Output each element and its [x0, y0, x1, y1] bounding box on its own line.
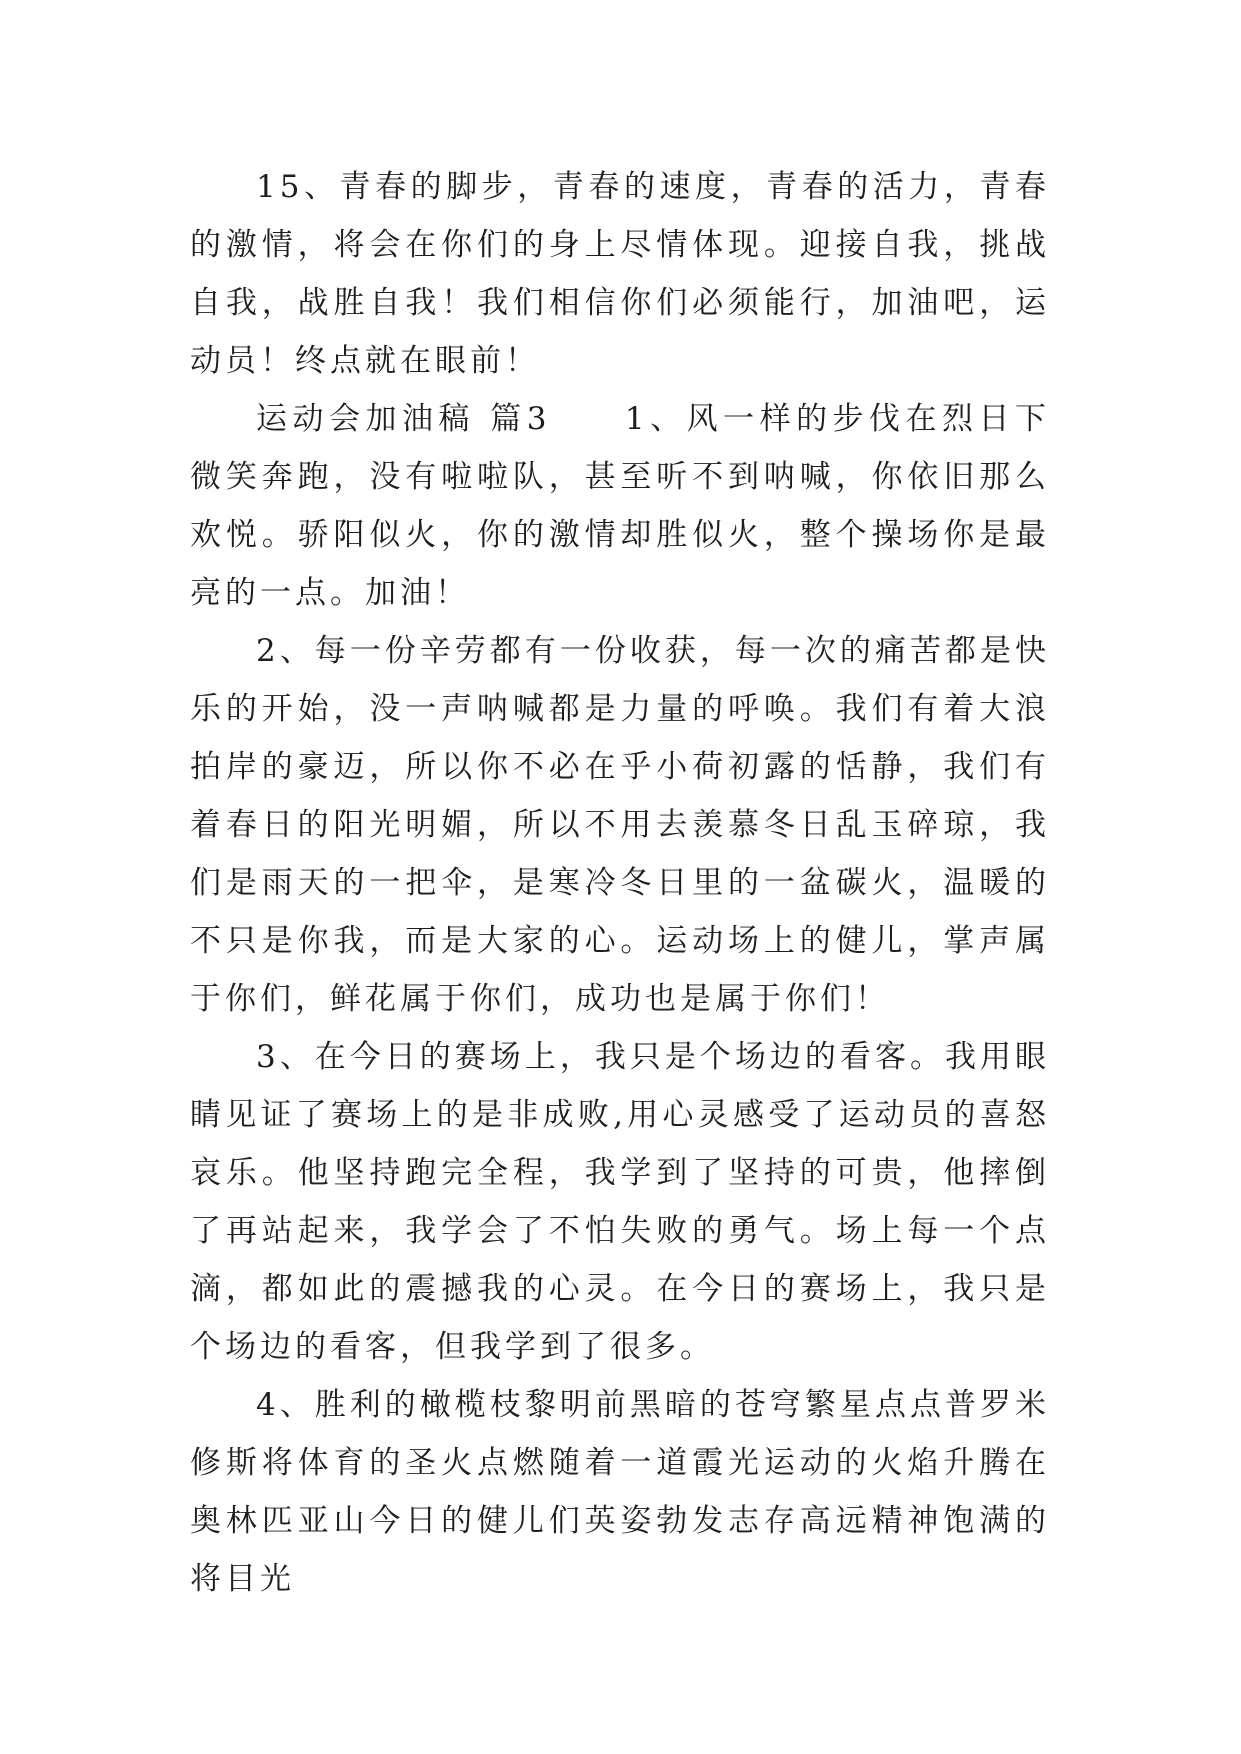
- document-body: [190, 158, 1050, 1608]
- paragraph-15: 15、青春的脚步，青春的速度，青春的活力，青春的激情，将会在你们的身上尽情体现。迎接自我，挑战自我，战胜自我！我们相信你们必须能行，加油吧，运动员！终点就在眼前！: [190, 169, 1050, 379]
- paragraph-item-4: 4、胜利的橄榄枝黎明前黑暗的苍穹繁星点点普罗米修斯将体育的圣火点燃随着一道霞光运动的火焰升腾在奥林匹亚山今日的健儿们英姿勃发志存高远精神饱满的将目光: [190, 1387, 1050, 1597]
- paragraph-section-3-item-1: 运动会加油稿 篇3 1、风一样的步伐在烈日下微笑奔跑，没有啦啦队，甚至听不到呐喊，你依旧那么欢悦。骄阳似火，你的激情却胜似火，整个操场你是最亮的一点。加油！: [190, 401, 1050, 611]
- paragraph-item-3: 3、在今日的赛场上，我只是个场边的看客。我用眼睛见证了赛场上的是非成败,用心灵感受了运动员的喜怒哀乐。他坚持跑完全程，我学到了坚持的可贵，他摔倒了再站起来，我学会了不怕失败的勇气。场上每一个点滴，都如此的震撼我的心灵。在今日的赛场上，我只是个场边的看客，但我学到了很多。: [190, 1039, 1050, 1365]
- paragraph-item-2: 2、每一份辛劳都有一份收获，每一次的痛苦都是快乐的开始，没一声呐喊都是力量的呼唤。我们有着大浪拍岸的豪迈，所以你不必在乎小荷初露的恬静，我们有着春日的阳光明媚，所以不用去羡慕冬日乱玉碎琼，我们是雨天的一把伞，是寒冷冬日里的一盆碳火，温暖的不只是你我，而是大家的心。运动场上的健儿，掌声属于你们，鲜花属于你们，成功也是属于你们！: [190, 633, 1050, 1017]
